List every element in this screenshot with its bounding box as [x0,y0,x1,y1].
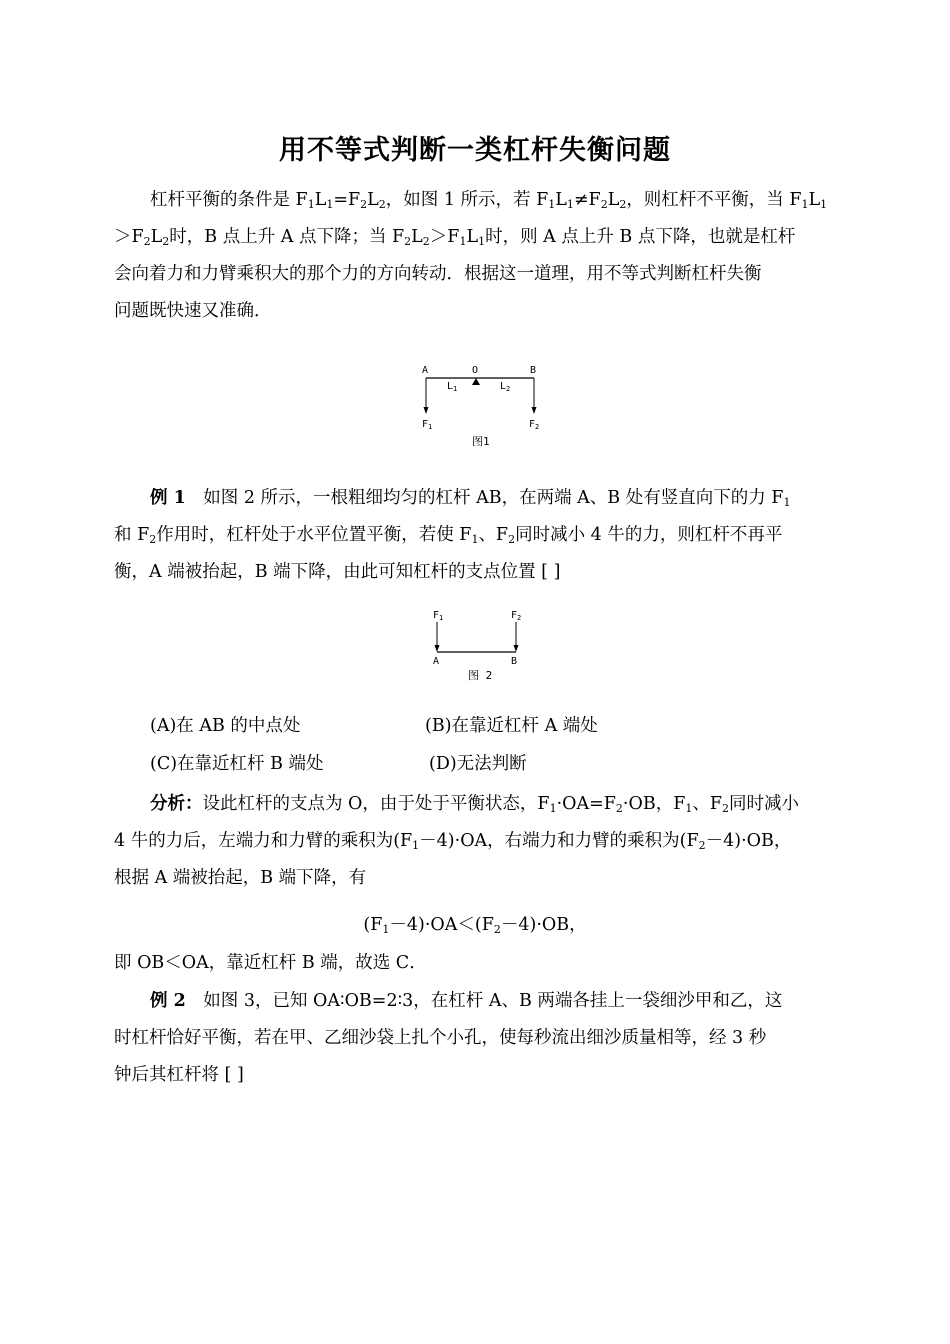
force-label-f2: $F_2$ [529,419,540,431]
analysis-line: 4 牛的力后，左端力和力臂的乘积为$(F_1-4)\cdot OA$，右端力和力臂的乘积为$(F_2-4)\cdot OB$， [114,831,792,852]
example-1-paragraph [114,480,838,591]
option-b: (B)在靠近杠杆 A 端处 [425,716,598,736]
point-label-a: A [422,365,429,376]
analysis-conclusion [114,945,838,982]
force-label-f1: $F_1$ [433,610,444,622]
point-label-a: A [433,656,440,667]
intro-line: 会向着力和力臂乘积大的那个力的方向转动．根据这一道理，用不等式判断杠杆失衡 [114,264,762,284]
arm-label-l1: $L_1$ [447,381,458,393]
arrow-head-f1 [435,645,440,652]
fulcrum-icon [472,378,480,385]
example-label: 例 1 [150,488,186,508]
figure-caption: 图1 [472,435,490,448]
analysis-label: 分析： [150,794,203,814]
analysis-line: 分析：设此杠杆的支点为 O，由于处于平衡状态，$F_1\cdot OA=F_2\cdot OB$，$F_1$、$F_2$同时减小 [150,794,799,815]
analysis-line: 即 OB＜OA，靠近杠杆 B 端，故选 C． [114,953,427,973]
point-label-b: B [530,365,537,376]
intro-line: 问题既快速又准确． [114,301,272,321]
option-a: (A)在 AB 的中点处 [150,716,301,736]
arrow-head-f1 [424,407,429,414]
option-d: (D)无法判断 [429,754,527,774]
example-line: 例 2 如图 3，已知 OA∶OB=2∶3，在杠杆 A、B 两端各挂上一袋细沙甲和乙，这 [150,991,783,1011]
option-c: (C)在靠近杠杆 B 端处 [150,754,324,774]
example-label: 例 2 [150,991,186,1011]
example-line: 时杠杆恰好平衡，若在甲、乙细沙袋上扎个小孔，使每秒流出细沙质量相等，经 3 秒 [114,1028,767,1048]
arrow-head-f2 [532,407,537,414]
example-line: 和 $F_2$作用时，杠杆处于水平位置平衡，若使 $F_1$、$F_2$同时减小 4 牛的力，则杠杆不再平 [114,525,783,546]
example-2-paragraph [114,983,838,1094]
example-line: 例 1 如图 2 所示，一根粗细均匀的杠杆 AB，在两端 A、B 处有竖直向下的力 $F_1$ [150,488,791,509]
figure-caption: 图 2 [468,669,493,682]
intro-paragraph [114,182,838,330]
example-line: 衡，A 端被抬起，B 端下降，由此可知杠杆的支点位置 [ ] [114,562,561,582]
point-label-b: B [511,656,518,667]
analysis-paragraph [114,786,838,897]
force-label-f2: $F_2$ [511,610,522,622]
figure-1-lever-diagram [410,360,550,455]
force-label-f1: $F_1$ [422,419,433,431]
intro-line: 杠杆平衡的条件是 $F_1L_1=F_2L_2$，如图 1 所示，若 $F_1L_1\ne F_2L_2$，则杠杆不平衡，当 $F_1L_1$ [150,190,828,211]
example-line: 钟后其杠杆将 [ ] [114,1065,244,1085]
inequality-formula: $(F_1-4)\cdot OA<(F_2-4)\cdot OB$， [363,915,587,936]
intro-line: $>F_2L_2$时，B 点上升 A 点下降；当 $F_2L_2>F_1L_1$时，则 A 点上升 B 点下降，也就是杠杆 [114,227,796,248]
page-title: 用不等式判断一类杠杆失衡问题 [279,135,671,166]
arrow-head-f2 [514,645,519,652]
point-label-o: O [472,365,479,376]
answer-options [150,707,598,783]
figure-2-lever-diagram [425,606,535,688]
analysis-line: 根据 A 端被抬起，B 端下降，有 [114,868,367,888]
arm-label-l2: $L_2$ [500,381,511,393]
